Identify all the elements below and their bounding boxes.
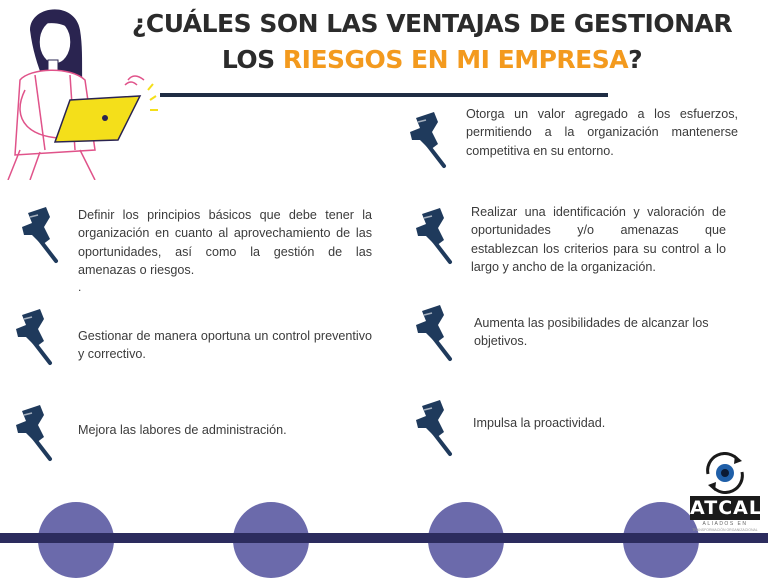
benefit-text: Aumenta las posibilidades de alcanzar los objetivos. xyxy=(474,316,709,349)
push-pin-icon xyxy=(414,303,458,363)
push-pin-icon xyxy=(414,206,458,266)
logo-name: ATCAL xyxy=(690,497,762,519)
benefit-text: Otorga un valor agregado a los esfuerzos, permitiendo a la organización mantenerse competitiva en su entorno. xyxy=(466,107,738,158)
title-line-2-suffix: ? xyxy=(628,45,643,74)
push-pin-icon xyxy=(408,110,452,170)
benefit-text: Mejora las labores de administración. xyxy=(78,423,287,437)
title-line-1: ¿CUÁLES SON LAS VENTAJAS DE GESTIONAR xyxy=(131,9,733,38)
logo-tagline: ALIADOS EN xyxy=(702,521,748,527)
benefit-text: Impulsa la proactividad. xyxy=(473,416,606,430)
push-pin-icon xyxy=(14,403,58,463)
eye-arrows-icon xyxy=(702,452,748,494)
benefit-text: Realizar una identificación y valoración de oportunidades y/o amenazas que establezcan los criterios para su control a lo largo y ancho de la organización. xyxy=(471,205,726,274)
push-pin-icon xyxy=(414,398,458,458)
atcal-logo xyxy=(688,452,764,542)
push-pin-icon xyxy=(14,307,58,367)
benefit-text: Gestionar de manera oportuna un control preventivo y correctivo. xyxy=(78,329,372,362)
stray-dot: . xyxy=(78,280,82,294)
benefit-text: Definir los principios básicos que debe tener la organización en cuanto al aprovechamiento de las oportunidades, así como la gestión de las amenazas o riesgos. xyxy=(78,208,372,277)
title-highlight: RIESGOS EN MI EMPRESA xyxy=(282,45,629,74)
title-line-2 xyxy=(112,42,752,78)
page-title xyxy=(112,6,752,78)
title-line-2-prefix: LOS xyxy=(221,45,283,74)
push-pin-icon xyxy=(20,205,64,265)
logo-tagline-2: TRANSFORMACIÓN ORGANIZACIONAL xyxy=(692,528,758,532)
bottom-bar xyxy=(0,533,768,543)
title-underline xyxy=(160,93,608,97)
